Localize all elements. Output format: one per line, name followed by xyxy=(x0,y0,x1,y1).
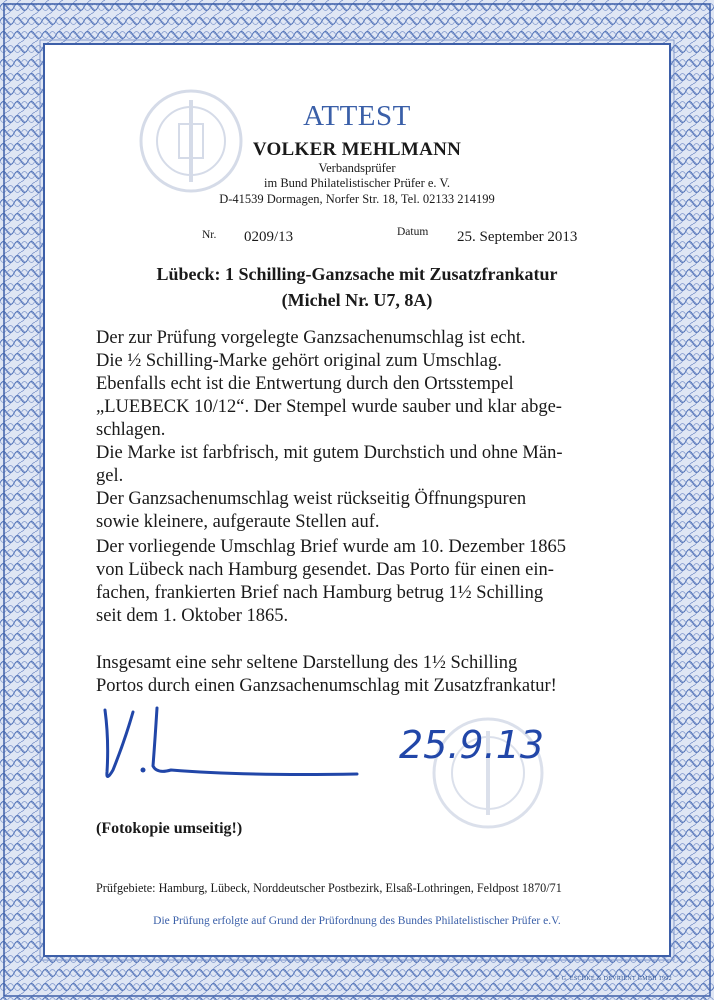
examination-areas: Prüfgebiete: Hamburg, Lübeck, Norddeutscher Postbezirk, Elsaß-Lothringen, Feldpost 1870/71 xyxy=(96,881,562,895)
body-line: seit dem 1. Oktober 1865. xyxy=(96,606,289,626)
photocopy-note: (Fotokopie umseitig!) xyxy=(96,820,243,837)
number-label: Nr. xyxy=(202,229,217,241)
issuer-association: im Bund Philatelistischer Prüfer e. V. xyxy=(264,176,450,190)
svg-text:25.9.13: 25.9.13 xyxy=(399,723,545,767)
issuer-address: D-41539 Dormagen, Norfer Str. 18, Tel. 02133 214199 xyxy=(219,192,495,206)
regulation-footer: Die Prüfung erfolgte auf Grund der Prüfordnung des Bundes Philatelistischer Prüfer e.V. xyxy=(153,915,561,927)
body-line: schlagen. xyxy=(96,420,166,440)
printer-imprint: © G. ESCHKE & DEVRIENT GMBH 1992 xyxy=(555,976,672,982)
handwritten-date xyxy=(395,718,565,798)
subject-catalog-number: (Michel Nr. U7, 8A) xyxy=(281,290,433,310)
body-line: Der vorliegende Umschlag Brief wurde am 10. Dezember 1865 xyxy=(96,537,567,557)
certificate-title: ATTEST xyxy=(303,100,411,132)
number-value: 0209/13 xyxy=(244,229,294,245)
subject-heading: Lübeck: 1 Schilling-Ganzsache mit Zusatzfrankatur xyxy=(156,264,558,284)
conclusion-line: Portos durch einen Ganzsachenumschlag mit Zusatzfrankatur! xyxy=(96,676,557,696)
conclusion-line: Insgesamt eine sehr seltene Darstellung des 1½ Schilling xyxy=(96,653,518,673)
body-line: Die ½ Schilling-Marke gehört original zum Umschlag. xyxy=(96,351,502,371)
issuer-name: VOLKER MEHLMANN xyxy=(252,139,462,160)
issuer-role: Verbandsprüfer xyxy=(318,161,396,175)
date-label: Datum xyxy=(397,226,429,238)
body-line: Der Ganzsachenumschlag weist rückseitig Öffnungspuren xyxy=(96,489,527,509)
body-line: gel. xyxy=(96,466,124,486)
body-line: sowie kleinere, aufgeraute Stellen auf. xyxy=(96,512,380,532)
handwritten-signature xyxy=(95,700,365,795)
body-line: Der zur Prüfung vorgelegte Ganzsachenumschlag ist echt. xyxy=(96,328,526,348)
body-line: „LUEBECK 10/12“. Der Stempel wurde sauber und klar abge- xyxy=(96,397,562,417)
body-line: von Lübeck nach Hamburg gesendet. Das Porto für einen ein- xyxy=(96,560,554,580)
body-line: fachen, frankierten Brief nach Hamburg betrug 1½ Schilling xyxy=(96,583,544,603)
body-line: Die Marke ist farbfrisch, mit gutem Durchstich und ohne Män- xyxy=(96,443,563,463)
date-value: 25. September 2013 xyxy=(457,229,578,245)
body-line: Ebenfalls echt ist die Entwertung durch den Ortsstempel xyxy=(96,374,514,394)
